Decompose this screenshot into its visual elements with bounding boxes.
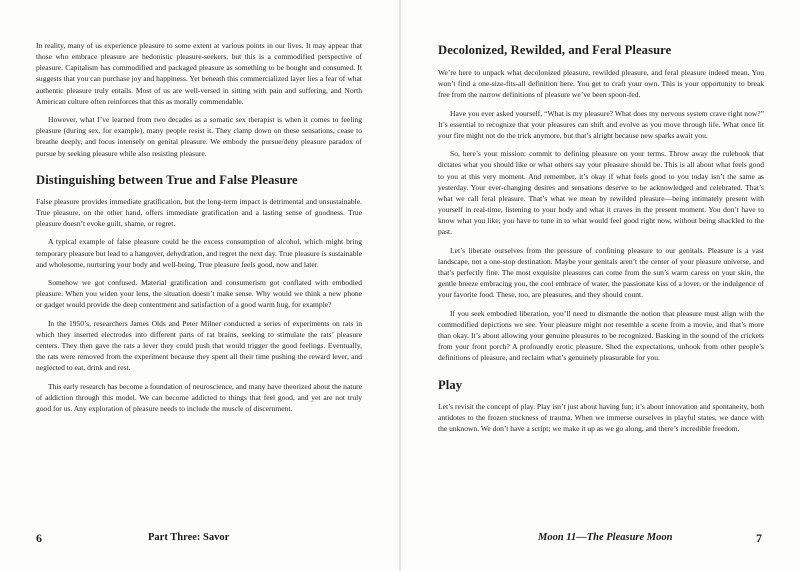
paragraph: Somehow we got confused. Material gratification and consumerism got conflated with embodied pleasure. When you widen your lens, the situation doesn’t make sense. Why would we think a new phone or gadget would provide the deep contentment and satisfaction of a good warm hug, for example? (36, 278, 362, 310)
paragraph: In reality, many of us experience pleasure to some extent at various points in our lives. It may appear that those who embrace pleasure are hedonistic pleasure-seekers, but this is a commodified perspective of pleasure. Capitalism has commodified and packaged pleasure as something to be bought and consumed. It suggests that you can purchase joy and happiness. Yet beneath this commercialized layer lies a fear of what authentic pleasure truly entails. Most of us are well-versed in sitting with pain and suffering, and North American culture often reinforces that this as morally commendable. (36, 41, 362, 106)
paragraph: Have you ever asked yourself, “What is my pleasure? What does my nervous system crave right now?” It’s essential to recognize that your pleasures can shift and evolve as you move through life. What once lit your fire might not do the trick anymore, but that’s alright because new sparks await you. (438, 108, 764, 140)
paragraph: Let’s liberate ourselves from the pressure of confining pleasure to our genitals. Pleasure is a vast landscape, not a one-stop destination. Maybe your genitals aren’t the center of your pleasure universe, and that’s perfectly fine. The most exquisite pleasures can come from the sun’s warm caress on your skin, the gentle breeze embracing you, the cool embrace of water, the passionate kiss of a lover, or the indulgence of your favorite food. These, too, are pleasures, and they should count. (438, 245, 764, 300)
paragraph: However, what I’ve learned from two decades as a somatic sex therapist is when it comes to feeling pleasure (during sex, for example), many people resist it. They clamp down on these sensations, cease to breathe deeply, and focus intensely on genital pleasure. We embody the pursue/deny pleasure paradox of pursue by seeking pleasure while also resisting pleasure. (36, 115, 362, 158)
left-page-body (36, 40, 362, 421)
paragraph: Let’s revisit the concept of play. Play isn’t just about having fun; it’s about innovation and spontaneity, both antidotes to the frozen stuckness of trauma. When we immerse ourselves in playful states, we dance with the unknown. We don’t have a script; we make it up as we go along, and there’s incredible freedom. (438, 401, 764, 433)
left-page (0, 0, 399, 571)
paragraph: False pleasure provides immediate gratification, but the long-term impact is detrimental and unsustainable. True pleasure, on the other hand, offers immediate gratification and a lasting sense of goodness. True pleasure doesn’t evoke guilt, shame, or regret. (36, 196, 362, 229)
section-heading-decolonized-pleasure: Decolonized, Rewilded, and Feral Pleasure (438, 43, 672, 57)
right-page-body (438, 40, 764, 441)
running-footer-right: Moon 11—The Pleasure Moon (538, 532, 673, 543)
paragraph: This early research has become a foundation of neuroscience, and many have theorized about the nature of addiction through this model. We can become addicted to things that feel good, and yet are not truly good for us. Any exploration of pleasure needs to include the muscle of discernment. (36, 381, 362, 413)
page-number-right: 7 (756, 531, 762, 545)
paragraph: We’re here to unpack what decolonized pleasure, rewilded pleasure, and feral pleasure indeed mean. You won’t find a one-size-fits-all definition here. You get to craft your own. This is your opportunity to break free from the narrow definitions of pleasure we’ve been spoon-fed. (438, 68, 764, 100)
paragraph: If you seek embodied liberation, you’ll need to dismantle the notion that pleasure must align with the commodified depictions we see. Your pleasure might not resemble a scene from a movie, and that’s more than okay. It’s about allowing your genuine pleasures to be recognized. Basking in the sound of the crickets from your front porch? A profoundly erotic pleasure. Shed the expectations, unhook from other people’s definitions of pleasure, and reclaim what’s genuinely pleasurable for you. (438, 308, 764, 363)
paragraph: A typical example of false pleasure could be the excess consumption of alcohol, which might bring temporary pleasure but lead to a hangover, dehydration, and regret the next day. True pleasure is sustainable and wholesome, nurturing your body and well-being. True pleasure feels good, now and later. (36, 237, 362, 269)
page-number-left: 6 (36, 531, 42, 545)
running-footer-left: Part Three: Savor (148, 532, 230, 543)
paragraph: So, here’s your mission: commit to defining pleasure on your terms. Throw away the rulebook that dictates what you should like or what others say your pleasure should be. This is all about what feels good to you at this very moment. And remember, it’s okay if what feels good to you today isn’t the same as yesterday. Your ever-changing desires and sensations deserve to be acknowledged and celebrated. That’s what we call feral pleasure. That’s what we mean by rewilded pleasure—being intimately present with yourself in real-time, listening to your body and what it craves in the present moment. You don’t have to know what you like; you have to tune in to what would feel good right now, without being shackled to the past. (438, 149, 764, 237)
paragraph: In the 1950’s, researchers James Olds and Peter Milner conducted a series of experiments on rats in which they inserted electrodes into different parts of rat brains, seeking to stimulate the rats’ pleasure centers. They then gave the rats a lever they could push that would trigger the good feelings. Eventually, the rats were removed from the experiment because they spent all their time pushing the reward lever, and neglected to eat, drink and rest. (36, 318, 362, 373)
section-heading-play: Play (438, 377, 463, 392)
right-page (401, 0, 800, 571)
section-heading-true-false-pleasure: Distinguishing between True and False Pleasure (36, 172, 298, 187)
